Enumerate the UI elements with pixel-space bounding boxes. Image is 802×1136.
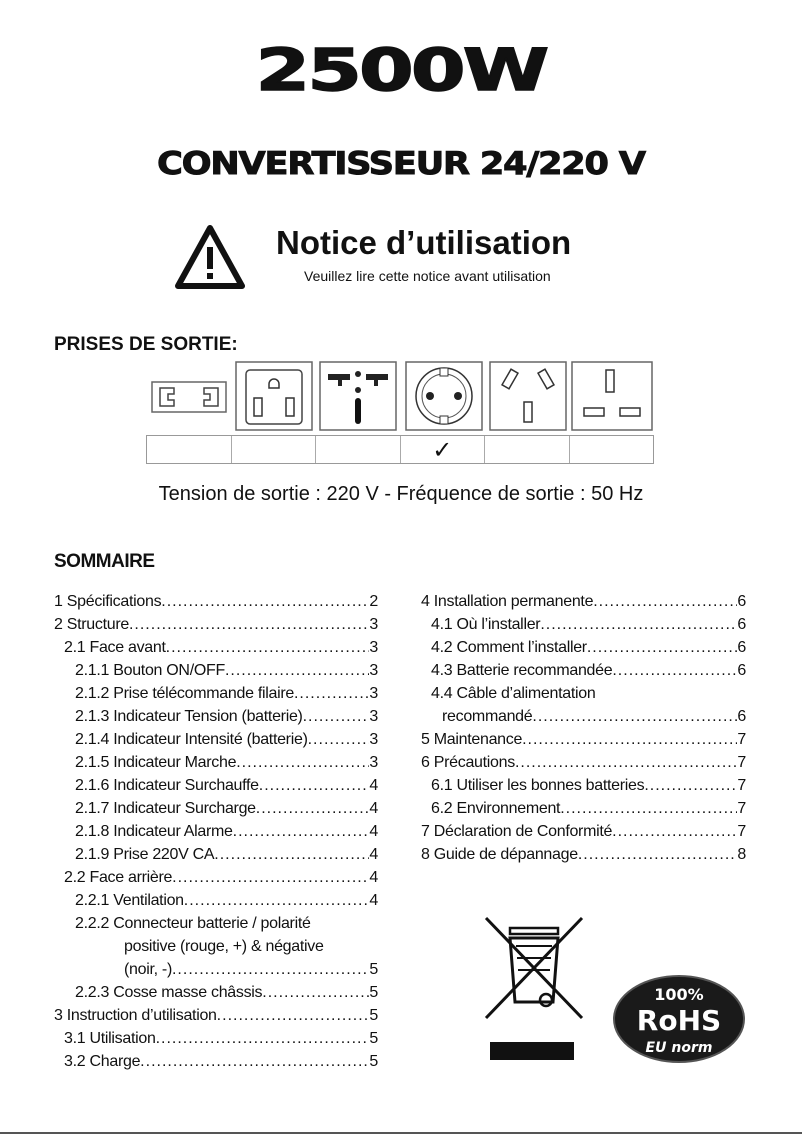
- toc-entry: [54, 1027, 378, 1050]
- toc-entry-label: recommandé: [442, 708, 533, 725]
- toc-leader-dots: [184, 889, 370, 912]
- toc-entry-page: 5: [369, 1030, 378, 1047]
- toc-entry: [54, 590, 378, 613]
- toc-leader-dots: [172, 866, 369, 889]
- toc-leader-dots: [593, 590, 737, 613]
- toc-entry-page: 4: [369, 846, 378, 863]
- toc-entry-page: 5: [369, 1007, 378, 1024]
- toc-entry-page: 6: [737, 708, 746, 725]
- toc-entry: [421, 613, 746, 636]
- toc-leader-dots: [522, 728, 737, 751]
- outlet-universal-icon: [318, 360, 398, 432]
- toc-leader-dots: [560, 797, 737, 820]
- toc-entry: [421, 682, 746, 705]
- toc-leader-dots: [172, 958, 369, 981]
- outlet-cell: [147, 436, 232, 463]
- toc-entry: [54, 659, 378, 682]
- toc-entry-label: 7 Déclaration de Conformité: [421, 823, 613, 840]
- toc-entry: [421, 659, 746, 682]
- toc-entry: [54, 751, 378, 774]
- toc-entry: [421, 843, 746, 866]
- outlet-cell: [232, 436, 317, 463]
- toc-leader-dots: [217, 1004, 370, 1027]
- outlet-cell: [570, 436, 654, 463]
- outlet-type-g-icon: [570, 360, 654, 432]
- toc-leader-dots: [233, 820, 370, 843]
- toc-entry-label: 2.1.5 Indicateur Marche: [75, 754, 237, 771]
- outlets-heading: PRISES DE SORTIE:: [54, 334, 238, 355]
- toc-entry: [54, 728, 378, 751]
- toc-leader-dots: [156, 1027, 370, 1050]
- toc-entry: [54, 682, 378, 705]
- check-icon: ✓: [401, 436, 486, 463]
- toc-leader-dots: [294, 682, 369, 705]
- toc-entry: [54, 866, 378, 889]
- toc-entry-page: 5: [369, 1053, 378, 1070]
- toc-left-column: [54, 590, 378, 1073]
- toc-entry-label: 8 Guide de dépannage: [421, 846, 578, 863]
- toc-entry-page: 6: [737, 593, 746, 610]
- toc-entry-page: 3: [369, 639, 378, 656]
- toc-entry-label: 2.1.2 Prise télécommande filaire: [75, 685, 294, 702]
- toc-entry-label: 2.1.9 Prise 220V CA: [75, 846, 215, 863]
- toc-entry: [54, 981, 378, 1004]
- toc-entry-label: 4.4 Câble d’alimentation: [431, 685, 596, 702]
- toc-leader-dots: [308, 728, 370, 751]
- weee-bin-icon: [482, 914, 586, 1064]
- toc-entry-label: positive (rouge, +) & négative: [124, 938, 324, 955]
- toc-leader-dots: [166, 636, 370, 659]
- rohs-percent: 100%: [654, 985, 704, 1004]
- product-title: CONVERTISSEUR 24/220 V: [157, 146, 645, 182]
- toc-entry: [54, 774, 378, 797]
- notice-subtitle: Veuillez lire cette notice avant utilisation: [304, 268, 551, 284]
- toc-leader-dots: [259, 774, 370, 797]
- toc-entry-page: 3: [369, 662, 378, 679]
- toc-entry-page: 8: [737, 846, 746, 863]
- page-bottom-rule: [0, 1132, 802, 1134]
- toc-leader-dots: [612, 659, 737, 682]
- toc-entry-label: 4.1 Où l’installer: [431, 616, 541, 633]
- toc-entry-label: 4.2 Comment l’installer: [431, 639, 587, 656]
- toc-entry-page: 7: [737, 823, 746, 840]
- toc-leader-dots: [236, 751, 369, 774]
- toc-entry-page: 4: [369, 892, 378, 909]
- toc-entry: [54, 935, 378, 958]
- rohs-eu-norm: EU norm: [645, 1040, 713, 1056]
- toc-entry-label: 2.1.4 Indicateur Intensité (batterie): [75, 731, 308, 748]
- toc-entry-page: 7: [737, 731, 746, 748]
- rohs-label: RoHS: [636, 1004, 722, 1037]
- toc-leader-dots: [515, 751, 737, 774]
- toc-entry-label: 6.1 Utiliser les bonnes batteries: [431, 777, 645, 794]
- toc-leader-dots: [303, 705, 370, 728]
- notice-title: Notice d’utilisation: [276, 224, 572, 261]
- outlet-type-i-icon: [488, 360, 568, 432]
- toc-leader-dots: [262, 981, 369, 1004]
- toc-leader-dots: [225, 659, 369, 682]
- toc-entry: [54, 636, 378, 659]
- outlet-cell: [485, 436, 570, 463]
- toc-entry-label: 1 Spécifications: [54, 593, 162, 610]
- toc-entry-page: 3: [369, 708, 378, 725]
- toc-entry: [54, 1004, 378, 1027]
- toc-entry-page: 3: [369, 754, 378, 771]
- toc-heading: SOMMAIRE: [54, 551, 155, 572]
- toc-entry-page: 7: [737, 777, 746, 794]
- toc-entry-label: 2.2.1 Ventilation: [75, 892, 184, 909]
- toc-entry-label: 3.1 Utilisation: [64, 1030, 156, 1047]
- toc-entry-page: 3: [369, 685, 378, 702]
- toc-entry: [421, 774, 746, 797]
- toc-entry: [421, 797, 746, 820]
- warning-triangle-icon: [175, 225, 245, 289]
- power-rating: 2500W: [255, 36, 547, 104]
- toc-entry-page: 7: [737, 754, 746, 771]
- toc-entry-page: 2: [369, 593, 378, 610]
- outlet-cell: [316, 436, 401, 463]
- toc-entry-page: 6: [737, 639, 746, 656]
- toc-entry-page: 3: [369, 616, 378, 633]
- toc-entry: [421, 728, 746, 751]
- toc-leader-dots: [587, 636, 738, 659]
- toc-entry-page: 4: [369, 823, 378, 840]
- toc-leader-dots: [540, 613, 737, 636]
- toc-entry-label: 3.2 Charge: [64, 1053, 141, 1070]
- outlet-type-a-icon: [146, 360, 232, 432]
- toc-entry: [54, 797, 378, 820]
- toc-entry-page: 6: [737, 662, 746, 679]
- toc-leader-dots: [532, 705, 737, 728]
- toc-entry-page: 4: [369, 869, 378, 886]
- toc-entry-label: 4 Installation permanente: [421, 593, 594, 610]
- toc-entry-page: 5: [369, 984, 378, 1001]
- toc-entry-page: 7: [737, 800, 746, 817]
- rohs-badge: [612, 974, 746, 1064]
- toc-entry-label: 2.2.3 Cosse masse châssis: [75, 984, 263, 1001]
- toc-entry: [54, 958, 378, 981]
- outlet-schuko-icon: [404, 360, 484, 432]
- toc-entry: [54, 613, 378, 636]
- toc-entry: [421, 820, 746, 843]
- toc-right-column: [421, 590, 746, 866]
- toc-entry: [421, 705, 746, 728]
- toc-leader-dots: [214, 843, 369, 866]
- toc-entry-page: 3: [369, 731, 378, 748]
- toc-entry-page: 5: [369, 961, 378, 978]
- toc-entry-label: 6 Précautions: [421, 754, 515, 771]
- toc-entry-label: 2.1.8 Indicateur Alarme: [75, 823, 233, 840]
- toc-entry-label: 2.1.7 Indicateur Surcharge: [75, 800, 256, 817]
- toc-entry-label: 6.2 Environnement: [431, 800, 561, 817]
- toc-entry-label: 2.1 Face avant: [64, 639, 166, 656]
- toc-entry: [54, 889, 378, 912]
- toc-entry-page: 4: [369, 800, 378, 817]
- toc-entry-label: 2.2.2 Connecteur batterie / polarité: [75, 915, 311, 932]
- toc-entry-label: 2.2 Face arrière: [64, 869, 173, 886]
- toc-entry: [421, 751, 746, 774]
- toc-entry-label: 2.1.1 Bouton ON/OFF: [75, 662, 225, 679]
- toc-leader-dots: [612, 820, 737, 843]
- toc-entry-label: 2.1.6 Indicateur Surchauffe: [75, 777, 259, 794]
- toc-entry-page: 6: [737, 616, 746, 633]
- toc-entry: [54, 912, 378, 935]
- toc-leader-dots: [578, 843, 738, 866]
- toc-leader-dots: [129, 613, 369, 636]
- outlet-type-b-icon: [234, 360, 314, 432]
- output-spec: Tension de sortie : 220 V - Fréquence de sortie : 50 Hz: [158, 483, 644, 505]
- toc-entry-label: 2 Structure: [54, 616, 129, 633]
- toc-entry: [421, 636, 746, 659]
- toc-leader-dots: [161, 590, 369, 613]
- toc-entry: [54, 843, 378, 866]
- toc-entry-label: (noir, -): [124, 961, 172, 978]
- toc-entry-page: 4: [369, 777, 378, 794]
- toc-entry-label: 4.3 Batterie recommandée: [431, 662, 613, 679]
- toc-entry: [54, 820, 378, 843]
- outlet-selection-row: [146, 435, 654, 464]
- toc-entry-label: 5 Maintenance: [421, 731, 523, 748]
- toc-entry-label: 3 Instruction d’utilisation: [54, 1007, 217, 1024]
- toc-leader-dots: [256, 797, 370, 820]
- toc-entry: [54, 705, 378, 728]
- toc-leader-dots: [140, 1050, 369, 1073]
- toc-leader-dots: [644, 774, 737, 797]
- toc-entry: [421, 590, 746, 613]
- toc-entry-label: 2.1.3 Indicateur Tension (batterie): [75, 708, 303, 725]
- toc-entry: [54, 1050, 378, 1073]
